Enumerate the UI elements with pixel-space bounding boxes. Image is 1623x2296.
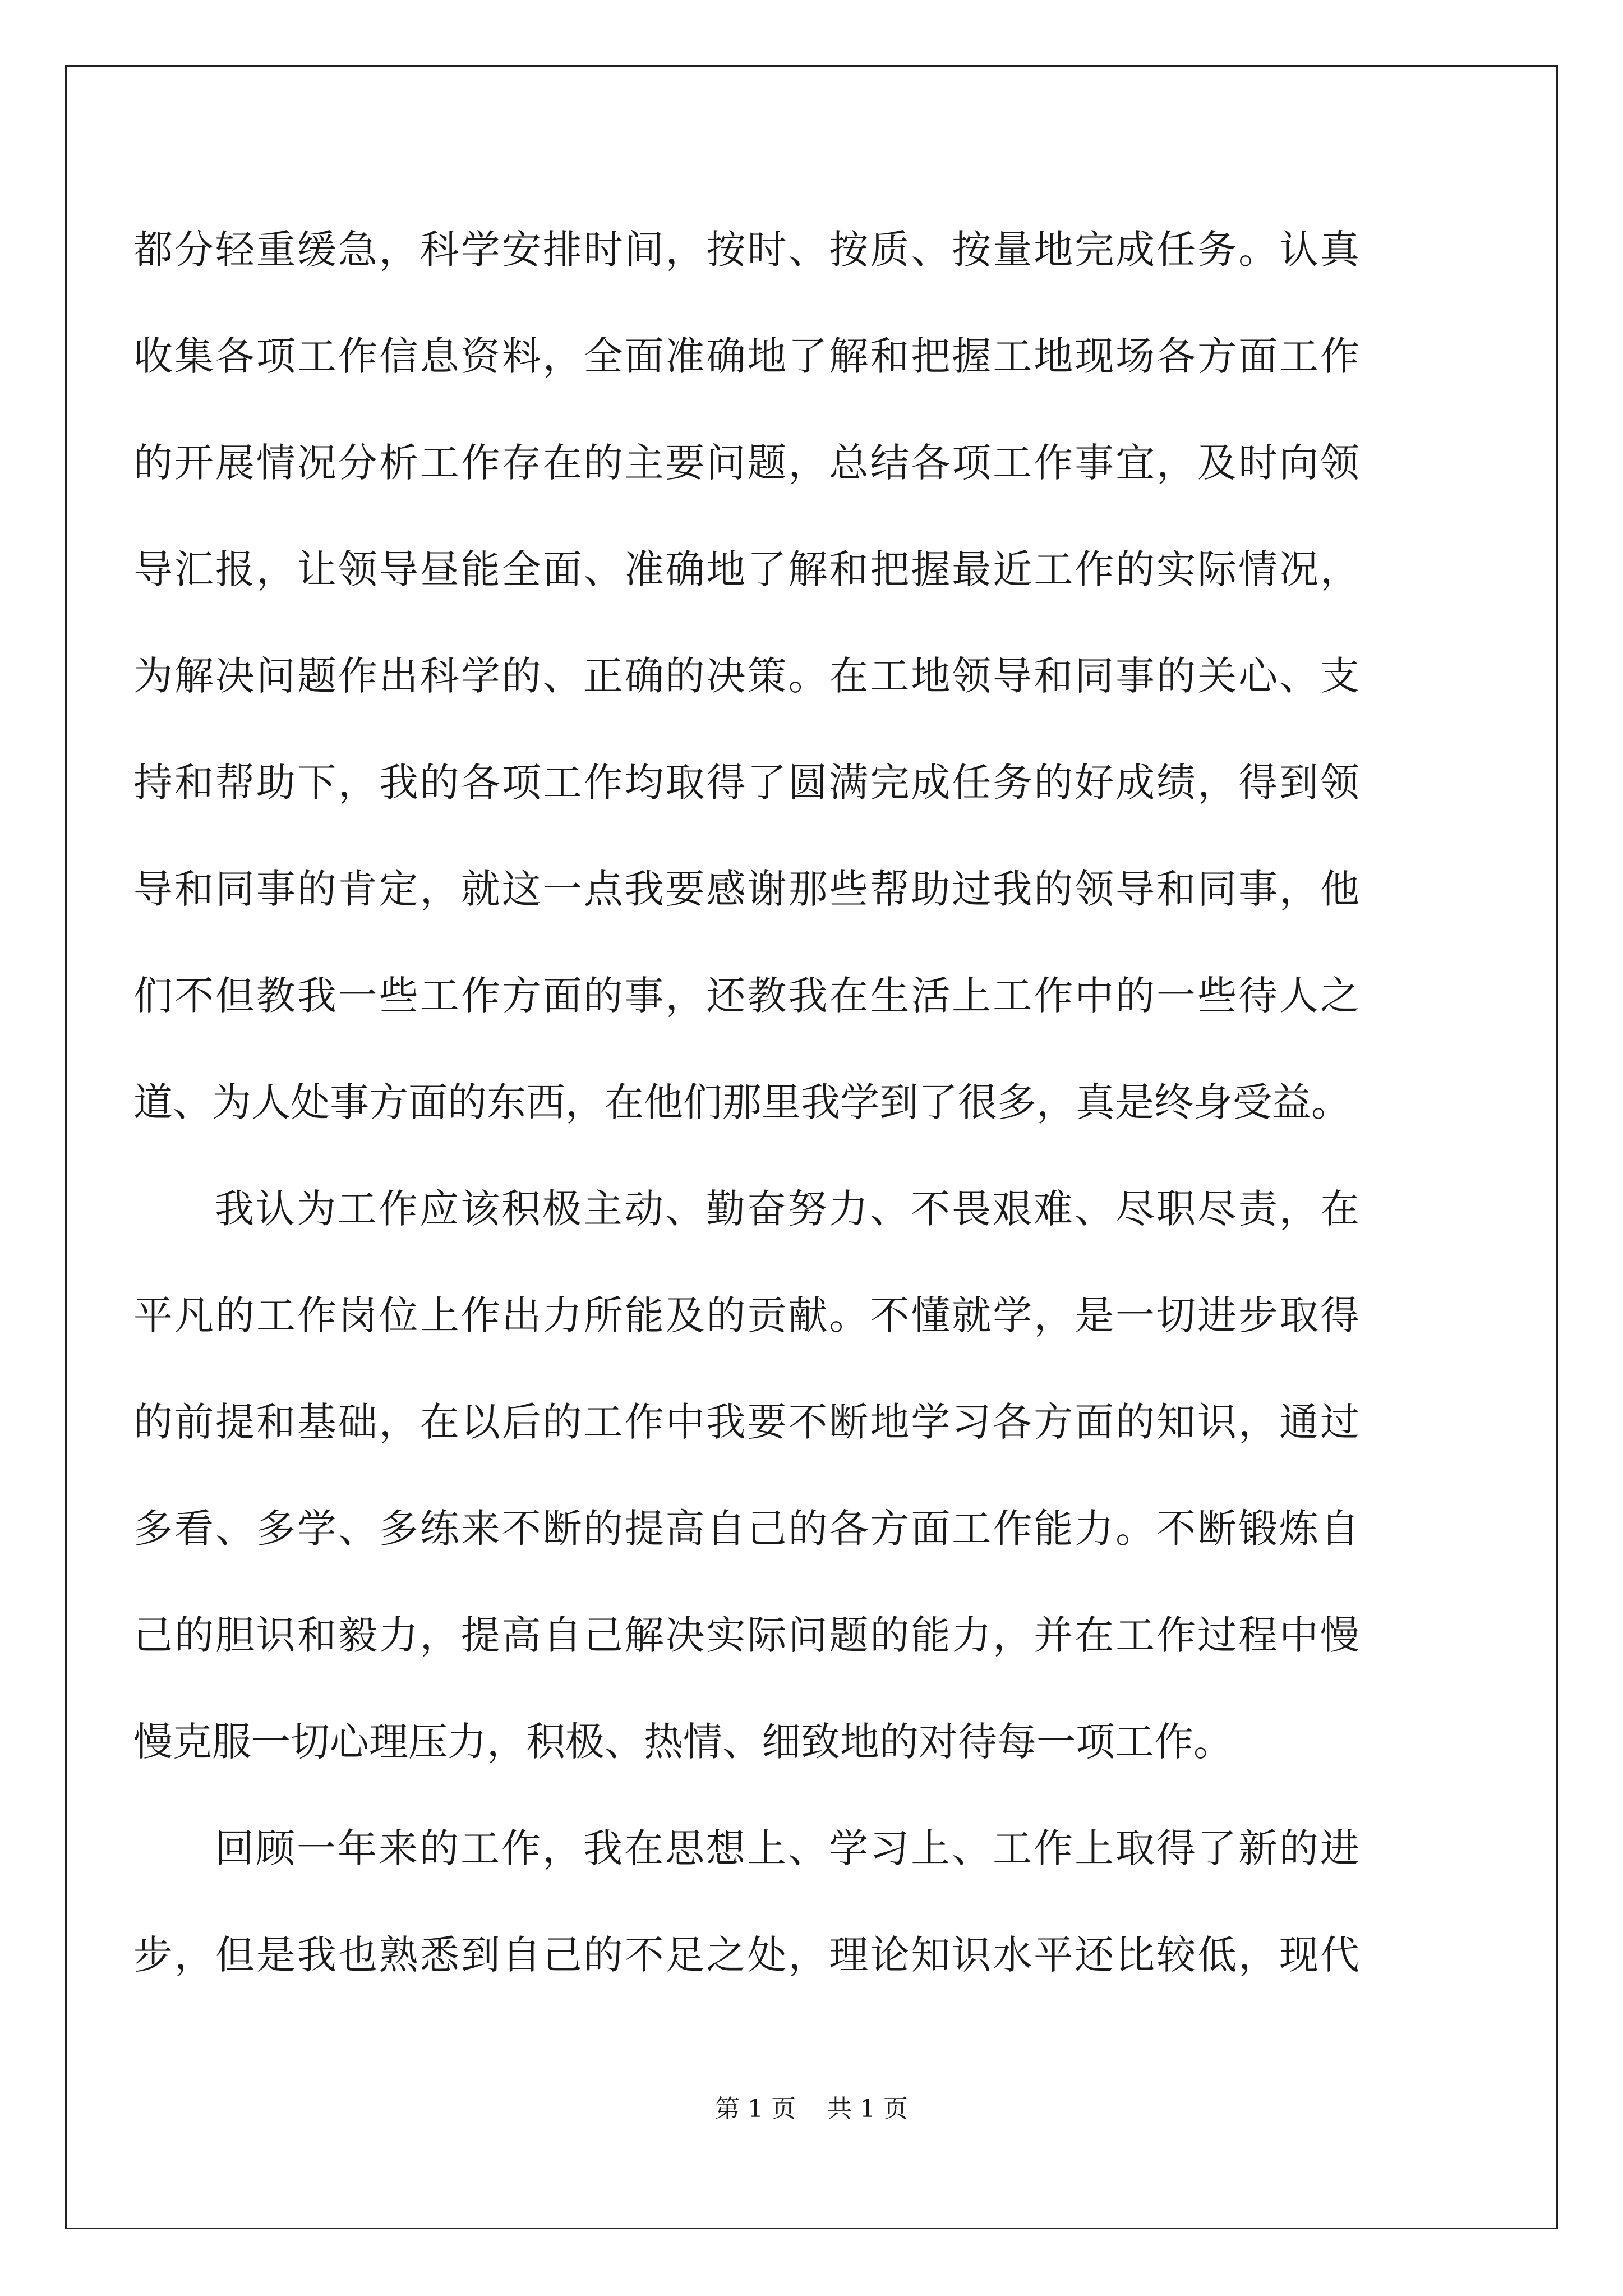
text-line: 的前提和基础，在以后的工作中我要不断地学习各方面的知识，通过 [133,1399,1359,1445]
text-line: 道、为人处事方面的东西，在他们那里我学到了很多，真是终身受益。 [133,1079,1350,1125]
page-number: 第 1 页 共 1 页 [715,2095,908,2123]
page-border [65,65,1558,2229]
text-line: 导汇报，让领导昼能全面、准确地了解和把握最近工作的实际情况， [133,546,1359,592]
text-line: 持和帮助下，我的各项工作均取得了圆满完成任务的好成绩，得到领 [133,760,1359,806]
text-line: 我认为工作应该积极主动、勤奋努力、不畏艰难、尽职尽责，在 [215,1186,1359,1232]
text-line: 多看、多学、多练来不断的提高自己的各方面工作能力。不断锻炼自 [133,1506,1359,1552]
text-line: 慢克服一切心理压力，积极、热情、细致地的对待每一项工作。 [133,1719,1233,1765]
text-line: 步，但是我也熟悉到自己的不足之处，理论知识水平还比较低，现代 [133,1932,1359,1978]
text-line: 都分轻重缓急，科学安排时间，按时、按质、按量地完成任务。认真 [133,227,1359,273]
text-line: 回顾一年来的工作，我在思想上、学习上、工作上取得了新的进 [215,1825,1359,1871]
text-line: 平凡的工作岗位上作出力所能及的贡献。不懂就学，是一切进步取得 [133,1292,1359,1338]
text-line: 导和同事的肯定，就这一点我要感谢那些帮助过我的领导和同事，他 [133,866,1359,912]
text-line: 收集各项工作信息资料，全面准确地了解和把握工地现场各方面工作 [133,333,1359,379]
text-line: 为解决问题作出科学的、正确的决策。在工地领导和同事的关心、支 [133,653,1359,699]
text-line: 们不但教我一些工作方面的事，还教我在生活上工作中的一些待人之 [133,973,1359,1019]
text-line: 己的胆识和毅力，提高自己解决实际问题的能力，并在工作过程中慢 [133,1612,1359,1658]
text-line: 的开展情况分析工作存在的主要问题，总结各项工作事宜，及时向领 [133,440,1359,486]
